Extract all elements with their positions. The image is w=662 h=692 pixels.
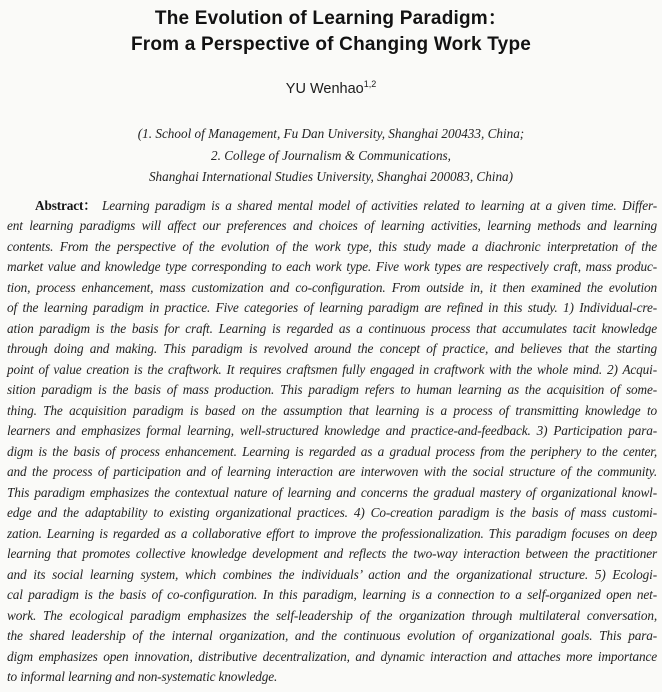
abstract-line-text: of the learning paradigm in practice. Five categories of learning paradigm are refined in this study. 1) Individual-cre- — [7, 300, 657, 315]
author-line — [0, 81, 662, 98]
abstract-first-line — [7, 196, 657, 217]
abstract-line — [7, 483, 657, 504]
abstract-line-text: tion, process enhancement, mass customization and co-configuration. From outside in, it then examined the evolution — [7, 279, 657, 295]
abstract-line-text: through doing and making. This paradigm is revolved around the concept of practice, and believes that the starting — [7, 341, 657, 356]
abstract-body — [7, 216, 657, 688]
abstract-line-text: cal paradigm is the basis of co-configuration. In this paradigm, learning is a connection to a self-organized open net- — [7, 587, 657, 602]
abstract-line-text: zation. Learning is regarded as a collaborative effort to improve the professionalization. This paradigm focuses on deep — [7, 525, 657, 541]
abstract-first-line-text: Learning paradigm is a shared mental model of activities related to learning at a given time. Differ- — [101, 197, 657, 213]
abstract-line — [7, 380, 657, 401]
abstract-line — [7, 216, 657, 237]
abstract-line-text: the shared leadership of the internal organization, and the continuous evolution of organizational goals. This para- — [7, 628, 657, 643]
abstract-line-text: ation paradigm is the basis for craft. Learning is regarded as a continuous process that accumulates tacit knowledge — [7, 320, 657, 336]
abstract-line — [7, 319, 657, 340]
abstract-line-text: sition paradigm is the basis of mass production. This paradigm refers to human learning as the acquisition of some- — [7, 382, 657, 397]
abstract-line — [7, 339, 657, 360]
abstract-line — [7, 442, 657, 463]
abstract-line — [7, 298, 657, 319]
abstract-line-text: digm is the basis of process enhancement. Learning is regarded as a gradual process from the periphery to the center, — [7, 443, 657, 459]
abstract-line — [7, 626, 657, 647]
abstract-line-text: edge and the adaptability to existing organizational practices. 4) Co-creation paradigm is the basis of mass customi- — [7, 505, 657, 520]
affiliation-line-1: (1. School of Management, Fu Dan University, Shanghai 200433, China; — [137, 126, 525, 141]
abstract-line-text: learning that promotes collective knowledge development and reflects the two-way interaction between the practitioner — [7, 546, 657, 561]
abstract-line-text: and the process of participation and of learning interaction are interwoven with the social structure of the community. — [7, 464, 657, 479]
affiliation-block — [0, 123, 662, 188]
author-affiliation-superscript: 1,2 — [363, 79, 377, 90]
abstract-line — [7, 462, 657, 483]
abstract-line — [7, 544, 657, 565]
abstract-label: Abstract： — [35, 197, 97, 213]
abstract-line — [7, 237, 657, 258]
abstract-line-text: learners and emphasizes formal learning, well-structured knowledge and practice-and-feedback. 3) Participation para- — [7, 423, 657, 438]
abstract-line-text: This paradigm emphasizes the contextual nature of learning and concerns the gradual mastery of organizational knowl- — [7, 484, 657, 500]
author-name: YU Wenhao — [285, 81, 364, 97]
abstract-line-text: point of value creation is the craftwork. It requires craftsmen fully engaged in craftwork with the whole mind. 2) Acqui- — [7, 361, 657, 377]
abstract-line — [7, 401, 657, 422]
abstract-line — [7, 360, 657, 381]
abstract-line-text: thing. The acquisition paradigm is based on the assumption that learning is a process of transmitting knowledge to — [7, 402, 657, 418]
abstract-line-text: digm emphasizes open innovation, distributive decentralization, and dynamic interaction and attaches more importance — [7, 648, 657, 664]
abstract-line — [7, 278, 657, 299]
paper-title-line2: From a Perspective of Changing Work Type — [130, 34, 532, 55]
abstract-line — [7, 421, 657, 442]
abstract-line — [7, 647, 657, 668]
abstract-section — [0, 196, 662, 688]
affiliation-line-2: 2. College of Journalism & Communications, — [211, 147, 451, 163]
abstract-line-text: to informal learning and non-systematic knowledge. — [7, 669, 278, 684]
abstract-line — [7, 565, 657, 586]
abstract-line — [7, 606, 657, 627]
abstract-line-text: ent learning paradigms will affect our preferences and choices of learning activities, learning methods and learning — [7, 218, 657, 233]
paper-title — [0, 6, 662, 58]
paper-title-line1: The Evolution of Learning Paradigm： — [154, 8, 508, 29]
abstract-line-text: and its social learning system, which combines the individuals’ action and the organizational structure. 5) Ecologi- — [7, 566, 657, 582]
abstract-line-text: contents. From the perspective of the evolution of the work type, this study made a diachronic interpretation of the — [7, 238, 657, 254]
abstract-line-text: market value and knowledge type corresponding to each work type. Five work types are respectively craft, mass produc- — [7, 259, 657, 274]
abstract-line — [7, 667, 657, 688]
abstract-line — [7, 257, 657, 278]
abstract-line — [7, 503, 657, 524]
affiliation-line-3: Shanghai International Studies University, Shanghai 200083, China) — [148, 169, 514, 184]
abstract-line-text: work. The ecological paradigm emphasizes the self-leadership of the organization through multilateral conversation, — [7, 607, 657, 623]
abstract-line — [7, 585, 657, 606]
abstract-line — [7, 524, 657, 545]
